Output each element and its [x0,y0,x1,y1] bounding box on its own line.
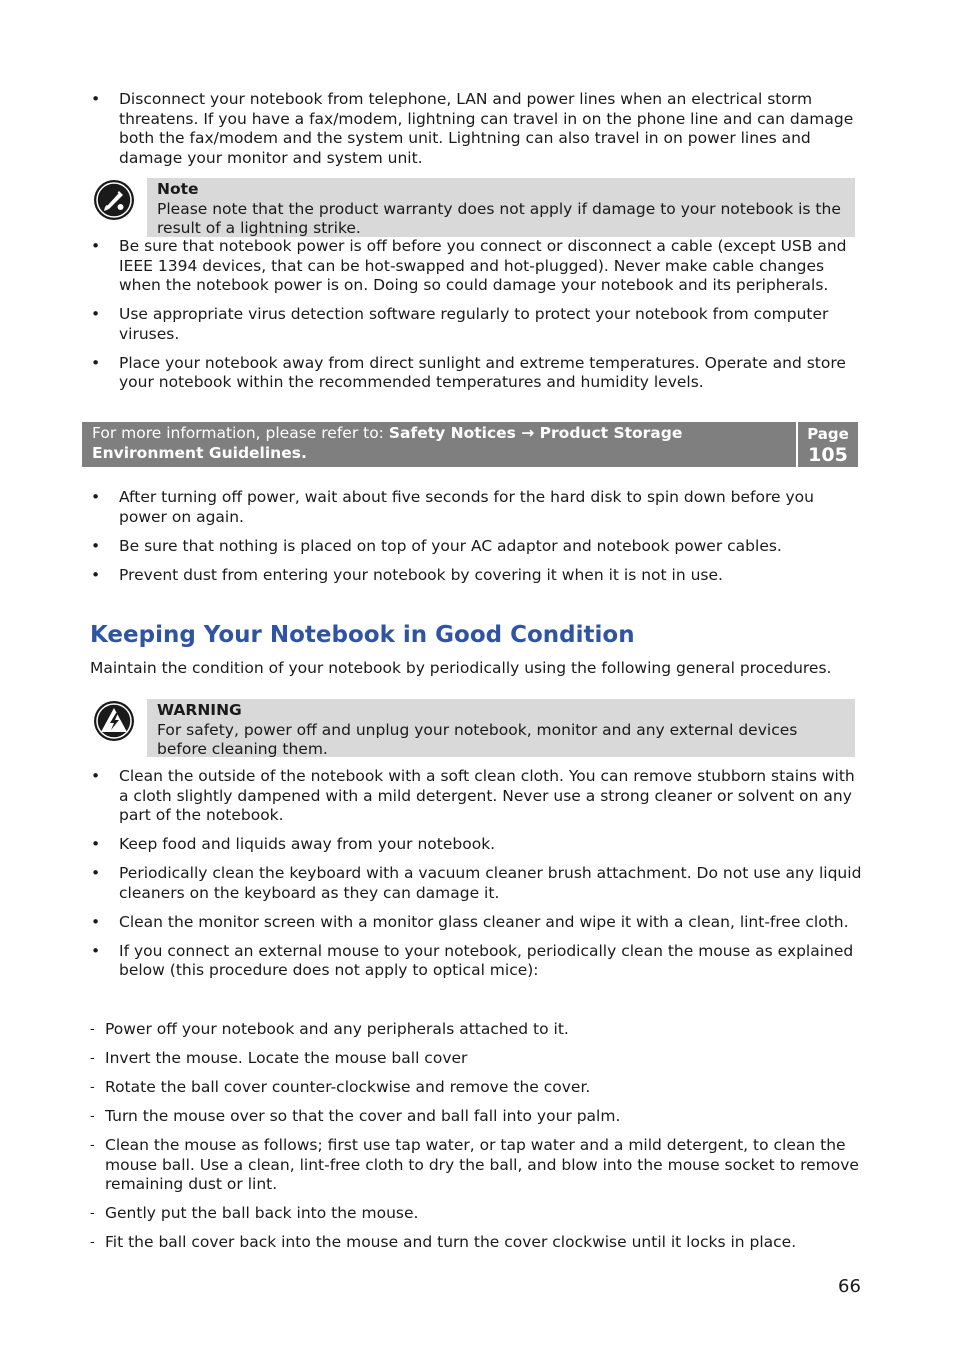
reference-bar [82,422,858,467]
bullet-list-cleaning [90,767,865,990]
list-item: - Clean the mouse as follows; first use tap water, or tap water and a mild detergent, to clean the mouse ball. Use a clean, lint-free cloth to dry the ball, and blow into the mouse socket to remove remaining dust or lint. [90,1136,865,1195]
list-item: • Use appropriate virus detection software regularly to protect your notebook from computer viruses. [90,305,865,344]
note-title: Note [157,180,199,198]
warning-lightning-icon [92,699,136,743]
reference-page-number: 105 [808,444,848,466]
list-item: • Be sure that notebook power is off before you connect or disconnect a cable (except USB and IEEE 1394 devices, that can be hot-swapped and hot-plugged). Never make cable changes when the notebook power is on. Doing so could damage your notebook and its peripherals. [90,237,865,296]
note-pen-icon [92,178,136,222]
list-item: - Fit the ball cover back into the mouse and turn the cover clockwise until it locks in place. [90,1233,865,1253]
list-item: • After turning off power, wait about five seconds for the hard disk to spin down before you power on again. [90,488,865,527]
reference-page-box[interactable] [798,422,858,467]
reference-prefix: For more information, please refer to: [92,424,389,442]
page-number: 66 [838,1276,861,1297]
warning-box [147,699,855,757]
list-item: - Rotate the ball cover counter-clockwise and remove the cover. [90,1078,865,1098]
reference-text [82,422,796,467]
mouse-cleaning-steps [90,1020,865,1262]
list-item: • Clean the monitor screen with a monitor glass cleaner and wipe it with a clean, lint-free cloth. [90,913,865,933]
list-item: • Disconnect your notebook from telephone, LAN and power lines when an electrical storm threatens. If you have a fax/modem, lightning can travel in on the phone line and can damage both the fax/modem and the system unit. Lightning can also travel in on power lines and damage your monitor and system unit. [90,90,865,168]
list-item: - Turn the mouse over so that the cover and ball fall into your palm. [90,1107,865,1127]
list-item: - Gently put the ball back into the mouse. [90,1204,865,1224]
list-item: - Invert the mouse. Locate the mouse ball cover [90,1049,865,1069]
list-item: • If you connect an external mouse to your notebook, periodically clean the mouse as explained below (this procedure does not apply to optical mice): [90,942,865,981]
list-item: • Clean the outside of the notebook with a soft clean cloth. You can remove stubborn stains with a cloth slightly dampened with a mild detergent. Never use a strong cleaner or solvent on any part of the notebook. [90,767,865,826]
note-box [147,178,855,237]
list-item: • Prevent dust from entering your notebook by covering it when it is not in use. [90,566,865,586]
bullet-list-storm [90,90,865,178]
list-item: • Periodically clean the keyboard with a vacuum cleaner brush attachment. Do not use any liquid cleaners on the keyboard as they can damage it. [90,864,865,903]
section-intro: Maintain the condition of your notebook by periodically using the following general procedures. [90,659,832,677]
bullet-list-precautions [90,237,865,402]
reference-link[interactable]: Safety Notices → Product Storage Environment Guidelines. [92,424,683,462]
warning-text: For safety, power off and unplug your notebook, monitor and any external devices before cleaning them. [157,720,798,758]
note-text: Please note that the product warranty does not apply if damage to your notebook is the result of a lightning strike. [157,199,841,237]
warning-title: WARNING [157,701,242,719]
reference-page-label: Page [807,425,849,443]
section-heading: Keeping Your Notebook in Good Condition [90,622,635,648]
list-item: • Place your notebook away from direct sunlight and extreme temperatures. Operate and store your notebook within the recommended temperatures and humidity levels. [90,354,865,393]
list-item: • Be sure that nothing is placed on top of your AC adaptor and notebook power cables. [90,537,865,557]
bullet-list-power [90,488,865,595]
list-item: - Power off your notebook and any peripherals attached to it. [90,1020,865,1040]
list-item: • Keep food and liquids away from your notebook. [90,835,865,855]
